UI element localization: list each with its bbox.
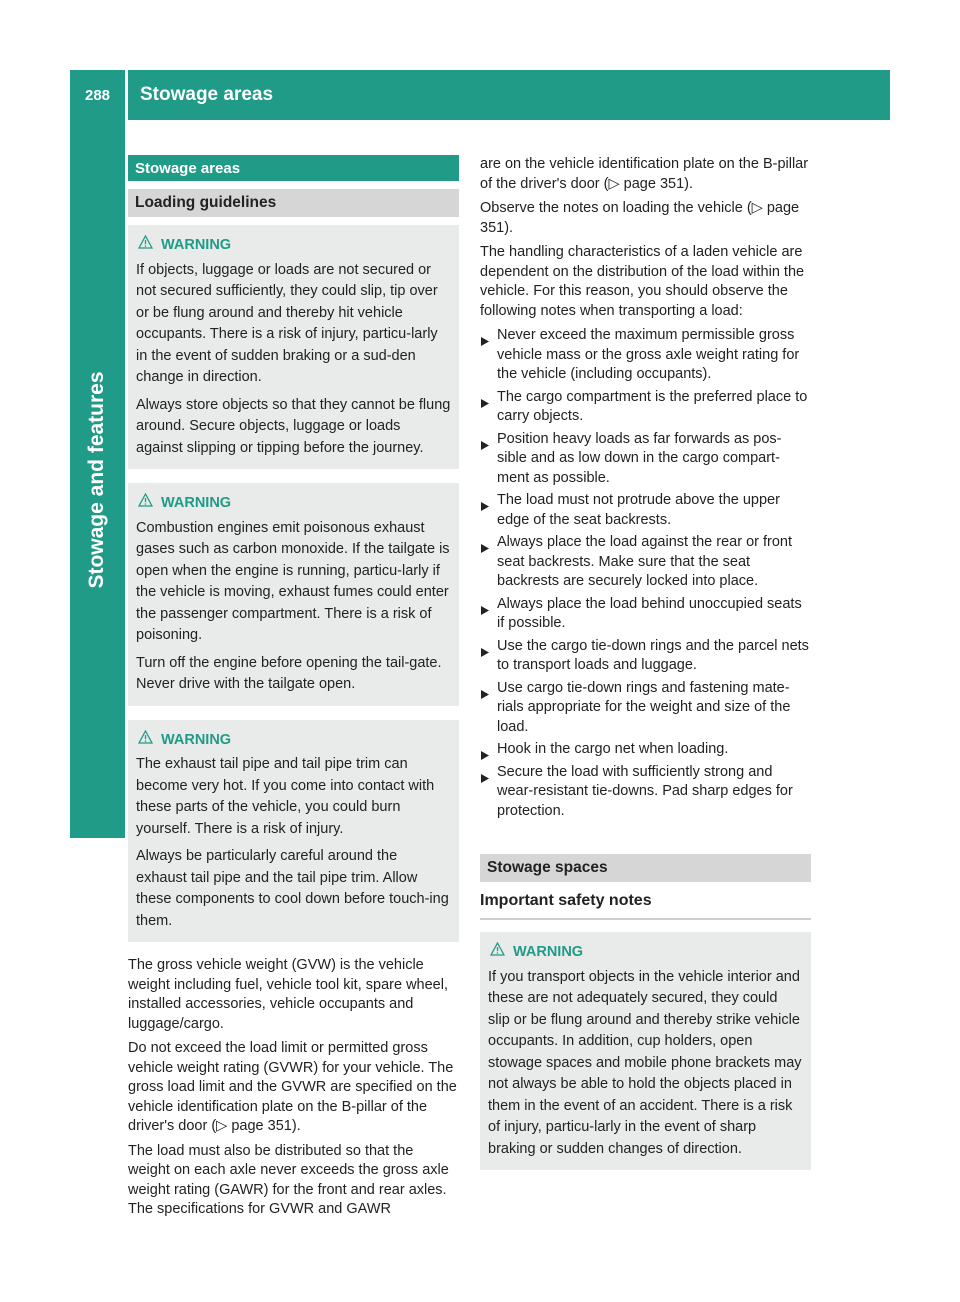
list-item-text: Always place the load behind unoccupied seats if possible. — [497, 595, 802, 631]
warning-label: WARNING — [161, 731, 232, 748]
list-item-text: Use the cargo tie-down rings and the parcel nets to transport loads and luggage. — [497, 637, 809, 673]
list-item — [480, 679, 811, 738]
list-item — [480, 637, 811, 676]
body-paragraph: Do not exceed the load limit or permitted gross vehicle weight rating (GVWR) for your vehicle. The gross load limit and the GVWR are specified on the vehicle identification plate on the B-pillar of the driver's door (▷ page 351). — [128, 1040, 457, 1134]
body-text-left — [128, 956, 459, 1220]
page-number: 288 — [84, 86, 111, 104]
warning-paragraph: The exhaust tail pipe and tail pipe trim can become very hot. If you come into contact with these parts of the vehicle, you could burn yourself. There is a risk of injury. — [136, 756, 435, 837]
bullet-r-icon — [481, 437, 489, 445]
bullet-r-icon — [481, 747, 489, 755]
list-item-text: The load must not protrude above the upper edge of the seat backrests. — [497, 492, 780, 528]
bullet-r-icon — [481, 333, 489, 341]
warning-triangle-icon — [138, 493, 153, 515]
list-item-text: Use cargo tie-down rings and fastening mate-rials appropriate for the weight and size of the load. — [497, 679, 791, 735]
list-item — [480, 740, 811, 760]
warning-paragraph: If you transport objects in the vehicle interior and these are not adequately secured, they could slip or be flung around and thereby strike vehicle occupants. In addition, cup holders, open stowage spaces and mobile phone brackets may not always be able to hold the objects placed in them in the event of an accident. There is a risk of injury, particu-larly in the event of sharp braking or sudden changes of direction. — [488, 968, 802, 1157]
loading-notes-list — [480, 326, 811, 821]
list-item — [480, 388, 811, 427]
warning-box-1 — [128, 225, 459, 469]
bullet-r-icon — [481, 770, 489, 778]
important-safety-notes-heading: Important safety notes — [480, 882, 811, 920]
warning-triangle-icon — [138, 235, 153, 257]
list-item — [480, 430, 811, 489]
list-item-text: The cargo compartment is the preferred place to carry objects. — [497, 388, 808, 424]
section-title: Stowage areas — [128, 155, 459, 181]
bullet-r-icon — [481, 395, 489, 403]
warning-title — [136, 235, 451, 257]
header-divider — [125, 70, 128, 120]
left-column — [128, 155, 459, 1225]
list-item-text: Secure the load with sufficiently strong and wear-resistant tie-downs. Pad sharp edges for protection. — [497, 763, 793, 819]
list-item — [480, 326, 811, 385]
warning-title — [136, 493, 451, 515]
warning-triangle-icon — [138, 730, 153, 752]
warning-box-3 — [128, 720, 459, 943]
list-item-text: Position heavy loads as far forwards as pos-sible and as low down in the cargo compart-ment as possible. — [497, 430, 782, 486]
warning-box-4 — [480, 932, 811, 1170]
warning-box-2 — [128, 483, 459, 706]
warning-label: WARNING — [513, 944, 584, 960]
list-item — [480, 763, 811, 822]
warning-paragraph: Always be particularly careful around the exhaust tail pipe and the tail pipe trim. Allow these components to cool down before touch-ing them. — [136, 848, 449, 929]
list-item — [480, 595, 811, 634]
warning-title — [136, 730, 451, 752]
bullet-r-icon — [481, 644, 489, 652]
body-paragraph: The handling characteristics of a laden vehicle are dependent on the distribution of the load within the vehicle. For this reason, you should observe the following notes when transporting a load: — [480, 244, 805, 319]
warning-paragraph: If objects, luggage or loads are not secured or not secured sufficiently, they could slip, tip over or be flung around and thereby hit vehicle occupants. There is a risk of injury, particu-larly in the event of sudden braking or a sud-den change in direction. — [136, 261, 438, 385]
list-item-text: Hook in the cargo net when loading. — [497, 741, 729, 757]
bullet-r-icon — [481, 540, 489, 548]
list-item — [480, 491, 811, 530]
list-item — [480, 533, 811, 592]
list-item-text: Never exceed the maximum permissible gross vehicle mass or the gross axle weight rating for the vehicle (including occupants). — [497, 327, 800, 382]
warning-triangle-icon — [490, 942, 505, 964]
warning-label: WARNING — [161, 495, 232, 511]
warning-title — [488, 942, 803, 964]
body-text-right — [480, 155, 811, 321]
right-column — [480, 155, 811, 1170]
warning-paragraph: Combustion engines emit poisonous exhaust gases such as carbon monoxide. If the tailgate is open when the engine is running, particu-larly if the vehicle is moving, exhaust fumes could enter the passenger compartment. There is a risk of poisoning. — [136, 519, 450, 643]
warning-paragraph: Turn off the engine before opening the tail-gate. Never drive with the tailgate open. — [136, 654, 442, 692]
body-paragraph: The load must also be distributed so that the weight on each axle never exceeds the gross axle weight rating (GAWR) for the front and rear axles. The specifications for GVWR and GAWR — [128, 1142, 449, 1217]
bullet-r-icon — [481, 686, 489, 694]
bullet-r-icon — [481, 498, 489, 506]
subsection-title-stowage-spaces: Stowage spaces — [480, 854, 811, 882]
body-paragraph: The gross vehicle weight (GVW) is the vehicle weight including fuel, vehicle tool kit, spare wheel, installed accessories, vehicle occupants and luggage/cargo. — [128, 957, 448, 1032]
warning-paragraph: Always store objects so that they cannot be flung around. Secure objects, luggage or loads against slipping or tipping before the journey. — [136, 396, 451, 456]
warning-label: WARNING — [161, 237, 232, 253]
body-paragraph: Observe the notes on loading the vehicle (▷ page 351). — [480, 200, 800, 236]
bullet-r-icon — [481, 602, 489, 610]
body-paragraph: are on the vehicle identification plate on the B-pillar of the driver's door (▷ page 351). — [480, 156, 809, 192]
side-tab-label: Stowage and features — [85, 371, 108, 589]
header-title: Stowage areas — [140, 84, 274, 105]
subsection-title-loading: Loading guidelines — [128, 189, 459, 217]
list-item-text: Always place the load against the rear or front seat backrests. Make sure that the seat backrests are securely locked into place. — [497, 534, 792, 589]
